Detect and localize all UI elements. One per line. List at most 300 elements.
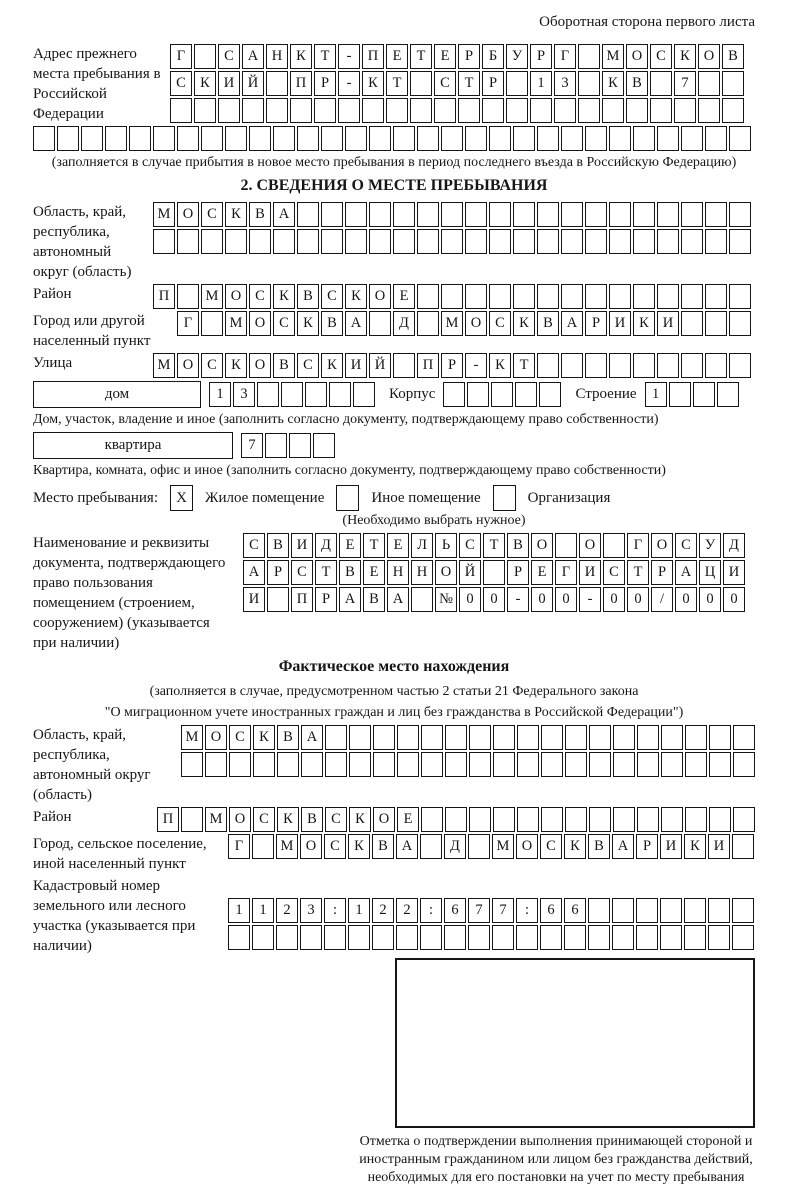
char-box[interactable] — [613, 807, 635, 832]
char-box[interactable] — [685, 752, 707, 777]
char-box[interactable] — [513, 284, 535, 309]
char-box[interactable] — [733, 725, 755, 750]
char-box[interactable]: Р — [507, 560, 529, 585]
char-box[interactable]: Н — [266, 44, 288, 69]
char-box[interactable]: В — [626, 71, 648, 96]
char-box[interactable]: Г — [170, 44, 192, 69]
char-box[interactable] — [225, 126, 247, 151]
char-box[interactable] — [732, 834, 754, 859]
char-box[interactable] — [257, 382, 279, 407]
char-box[interactable]: Е — [363, 560, 385, 585]
char-box[interactable]: К — [225, 202, 247, 227]
char-box[interactable]: О — [177, 202, 199, 227]
char-box[interactable]: 1 — [252, 898, 274, 923]
char-box[interactable]: Т — [363, 533, 385, 558]
char-box[interactable]: А — [345, 311, 367, 336]
char-box[interactable] — [411, 587, 433, 612]
char-box[interactable]: 0 — [723, 587, 745, 612]
char-box[interactable] — [300, 925, 322, 950]
char-box[interactable] — [585, 202, 607, 227]
char-box[interactable] — [669, 382, 691, 407]
char-box[interactable]: Е — [339, 533, 361, 558]
char-box[interactable]: К — [489, 353, 511, 378]
char-box[interactable] — [277, 752, 299, 777]
char-box[interactable] — [266, 98, 288, 123]
char-box[interactable]: 0 — [483, 587, 505, 612]
apartment-type-box[interactable]: квартира — [33, 432, 233, 459]
char-box[interactable]: С — [489, 311, 511, 336]
char-box[interactable] — [705, 311, 727, 336]
char-box[interactable]: С — [324, 834, 346, 859]
char-box[interactable]: М — [153, 353, 175, 378]
char-box[interactable]: С — [218, 44, 240, 69]
char-box[interactable] — [561, 284, 583, 309]
char-box[interactable]: - — [338, 71, 360, 96]
char-box[interactable] — [417, 284, 439, 309]
char-box[interactable] — [465, 202, 487, 227]
char-box[interactable]: Е — [386, 44, 408, 69]
char-box[interactable]: С — [170, 71, 192, 96]
char-box[interactable]: 3 — [233, 382, 255, 407]
char-box[interactable]: С — [675, 533, 697, 558]
confirmation-stamp-box[interactable] — [395, 958, 755, 1128]
char-box[interactable]: - — [579, 587, 601, 612]
char-box[interactable] — [181, 807, 203, 832]
char-box[interactable] — [555, 533, 577, 558]
char-box[interactable] — [273, 126, 295, 151]
char-box[interactable]: Р — [585, 311, 607, 336]
char-box[interactable] — [349, 725, 371, 750]
char-box[interactable]: И — [243, 587, 265, 612]
char-box[interactable]: В — [339, 560, 361, 585]
char-box[interactable] — [265, 433, 287, 458]
char-box[interactable] — [541, 807, 563, 832]
char-box[interactable]: М — [201, 284, 223, 309]
char-box[interactable] — [729, 126, 751, 151]
char-box[interactable] — [369, 311, 391, 336]
char-box[interactable] — [201, 311, 223, 336]
char-box[interactable]: Д — [393, 311, 415, 336]
char-box[interactable] — [229, 752, 251, 777]
char-box[interactable]: 7 — [468, 898, 490, 923]
char-box[interactable] — [329, 382, 351, 407]
char-box[interactable] — [273, 229, 295, 254]
char-box[interactable] — [489, 126, 511, 151]
char-box[interactable]: П — [362, 44, 384, 69]
char-box[interactable]: - — [465, 353, 487, 378]
char-box[interactable] — [537, 353, 559, 378]
char-box[interactable]: О — [531, 533, 553, 558]
char-box[interactable]: : — [420, 898, 442, 923]
char-box[interactable]: К — [349, 807, 371, 832]
char-box[interactable]: Е — [393, 284, 415, 309]
char-box[interactable]: Й — [242, 71, 264, 96]
char-box[interactable] — [585, 229, 607, 254]
char-box[interactable] — [369, 229, 391, 254]
char-box[interactable]: О — [225, 284, 247, 309]
char-box[interactable] — [443, 382, 465, 407]
char-box[interactable] — [153, 126, 175, 151]
char-box[interactable] — [537, 202, 559, 227]
char-box[interactable]: В — [537, 311, 559, 336]
char-box[interactable] — [177, 126, 199, 151]
char-box[interactable] — [578, 44, 600, 69]
char-box[interactable] — [170, 98, 192, 123]
char-box[interactable] — [393, 202, 415, 227]
char-box[interactable] — [468, 834, 490, 859]
char-box[interactable]: С — [201, 353, 223, 378]
char-box[interactable] — [657, 229, 679, 254]
char-box[interactable]: Е — [434, 44, 456, 69]
char-box[interactable] — [57, 126, 79, 151]
char-box[interactable]: К — [225, 353, 247, 378]
char-box[interactable]: И — [723, 560, 745, 585]
char-box[interactable]: Д — [444, 834, 466, 859]
char-box[interactable] — [393, 353, 415, 378]
char-box[interactable]: П — [291, 587, 313, 612]
char-box[interactable] — [515, 382, 537, 407]
char-box[interactable] — [492, 925, 514, 950]
char-box[interactable]: Т — [627, 560, 649, 585]
char-box[interactable] — [362, 98, 384, 123]
char-box[interactable] — [421, 807, 443, 832]
char-box[interactable] — [602, 98, 624, 123]
char-box[interactable]: Р — [267, 560, 289, 585]
char-box[interactable] — [516, 925, 538, 950]
char-box[interactable] — [637, 752, 659, 777]
char-box[interactable]: А — [387, 587, 409, 612]
char-box[interactable]: 6 — [564, 898, 586, 923]
char-box[interactable]: Т — [315, 560, 337, 585]
checkbox-organizatsiya[interactable] — [493, 485, 516, 511]
char-box[interactable]: А — [339, 587, 361, 612]
char-box[interactable] — [325, 725, 347, 750]
char-box[interactable] — [513, 126, 535, 151]
char-box[interactable]: 0 — [675, 587, 697, 612]
char-box[interactable] — [205, 752, 227, 777]
char-box[interactable] — [420, 834, 442, 859]
char-box[interactable] — [609, 284, 631, 309]
char-box[interactable] — [561, 229, 583, 254]
char-box[interactable] — [637, 725, 659, 750]
char-box[interactable]: К — [674, 44, 696, 69]
char-box[interactable]: 0 — [627, 587, 649, 612]
char-box[interactable] — [722, 71, 744, 96]
char-box[interactable]: 1 — [228, 898, 250, 923]
char-box[interactable] — [684, 898, 706, 923]
char-box[interactable] — [698, 98, 720, 123]
char-box[interactable] — [657, 126, 679, 151]
char-box[interactable]: 0 — [699, 587, 721, 612]
char-box[interactable]: Л — [411, 533, 433, 558]
char-box[interactable] — [633, 284, 655, 309]
char-box[interactable] — [565, 807, 587, 832]
char-box[interactable] — [589, 807, 611, 832]
char-box[interactable]: К — [684, 834, 706, 859]
char-box[interactable]: М — [153, 202, 175, 227]
char-box[interactable] — [321, 126, 343, 151]
char-box[interactable]: : — [324, 898, 346, 923]
char-box[interactable]: Ц — [699, 560, 721, 585]
char-box[interactable]: К — [290, 44, 312, 69]
char-box[interactable] — [489, 202, 511, 227]
char-box[interactable]: К — [297, 311, 319, 336]
char-box[interactable] — [491, 382, 513, 407]
char-box[interactable]: В — [277, 725, 299, 750]
char-box[interactable]: И — [218, 71, 240, 96]
char-box[interactable]: О — [369, 284, 391, 309]
char-box[interactable]: М — [441, 311, 463, 336]
char-box[interactable]: Р — [458, 44, 480, 69]
char-box[interactable] — [585, 284, 607, 309]
char-box[interactable] — [681, 202, 703, 227]
char-box[interactable] — [517, 725, 539, 750]
char-box[interactable] — [588, 925, 610, 950]
char-box[interactable]: И — [579, 560, 601, 585]
char-box[interactable]: С — [650, 44, 672, 69]
char-box[interactable] — [633, 202, 655, 227]
char-box[interactable] — [732, 925, 754, 950]
char-box[interactable]: 0 — [555, 587, 577, 612]
char-box[interactable]: Г — [627, 533, 649, 558]
char-box[interactable]: 6 — [540, 898, 562, 923]
char-box[interactable]: Р — [651, 560, 673, 585]
char-box[interactable]: В — [507, 533, 529, 558]
char-box[interactable]: У — [506, 44, 528, 69]
char-box[interactable] — [373, 752, 395, 777]
char-box[interactable] — [194, 44, 216, 69]
char-box[interactable]: Т — [386, 71, 408, 96]
char-box[interactable]: О — [435, 560, 457, 585]
char-box[interactable] — [540, 925, 562, 950]
char-box[interactable] — [397, 725, 419, 750]
char-box[interactable] — [434, 98, 456, 123]
char-box[interactable]: 3 — [300, 898, 322, 923]
char-box[interactable]: С — [273, 311, 295, 336]
char-box[interactable] — [708, 898, 730, 923]
char-box[interactable] — [33, 126, 55, 151]
char-box[interactable] — [417, 311, 439, 336]
char-box[interactable] — [417, 229, 439, 254]
char-box[interactable] — [537, 284, 559, 309]
char-box[interactable]: К — [633, 311, 655, 336]
char-box[interactable]: - — [338, 44, 360, 69]
char-box[interactable]: С — [243, 533, 265, 558]
char-box[interactable]: 1 — [209, 382, 231, 407]
char-box[interactable] — [321, 229, 343, 254]
char-box[interactable]: 0 — [459, 587, 481, 612]
char-box[interactable]: И — [657, 311, 679, 336]
char-box[interactable] — [417, 126, 439, 151]
char-box[interactable] — [684, 925, 706, 950]
char-box[interactable] — [410, 98, 432, 123]
char-box[interactable] — [693, 382, 715, 407]
char-box[interactable] — [674, 98, 696, 123]
char-box[interactable] — [253, 752, 275, 777]
char-box[interactable]: О — [205, 725, 227, 750]
char-box[interactable] — [660, 925, 682, 950]
char-box[interactable] — [266, 71, 288, 96]
char-box[interactable] — [348, 925, 370, 950]
char-box[interactable] — [530, 98, 552, 123]
char-box[interactable] — [554, 98, 576, 123]
char-box[interactable]: 0 — [531, 587, 553, 612]
char-box[interactable]: К — [321, 353, 343, 378]
char-box[interactable] — [506, 71, 528, 96]
char-box[interactable] — [469, 807, 491, 832]
char-box[interactable] — [276, 925, 298, 950]
char-box[interactable] — [297, 126, 319, 151]
char-box[interactable] — [709, 752, 731, 777]
char-box[interactable] — [603, 533, 625, 558]
char-box[interactable] — [338, 98, 360, 123]
char-box[interactable]: В — [301, 807, 323, 832]
char-box[interactable] — [349, 752, 371, 777]
char-box[interactable]: И — [609, 311, 631, 336]
char-box[interactable]: К — [348, 834, 370, 859]
char-box[interactable] — [561, 353, 583, 378]
char-box[interactable]: В — [363, 587, 385, 612]
char-box[interactable]: О — [626, 44, 648, 69]
char-box[interactable] — [732, 898, 754, 923]
char-box[interactable] — [705, 353, 727, 378]
char-box[interactable] — [441, 229, 463, 254]
char-box[interactable]: Ь — [435, 533, 457, 558]
char-box[interactable] — [626, 98, 648, 123]
char-box[interactable] — [445, 752, 467, 777]
char-box[interactable]: К — [513, 311, 535, 336]
char-box[interactable]: 0 — [603, 587, 625, 612]
char-box[interactable] — [637, 807, 659, 832]
char-box[interactable] — [441, 202, 463, 227]
char-box[interactable]: Н — [387, 560, 409, 585]
char-box[interactable]: Й — [459, 560, 481, 585]
char-box[interactable] — [444, 925, 466, 950]
char-box[interactable] — [345, 229, 367, 254]
char-box[interactable] — [541, 752, 563, 777]
char-box[interactable] — [393, 126, 415, 151]
char-box[interactable] — [729, 353, 751, 378]
char-box[interactable]: К — [273, 284, 295, 309]
char-box[interactable]: № — [435, 587, 457, 612]
char-box[interactable] — [537, 126, 559, 151]
char-box[interactable]: Т — [458, 71, 480, 96]
char-box[interactable] — [661, 807, 683, 832]
char-box[interactable]: 7 — [492, 898, 514, 923]
char-box[interactable]: С — [321, 284, 343, 309]
char-box[interactable] — [609, 126, 631, 151]
char-box[interactable] — [705, 202, 727, 227]
char-box[interactable] — [441, 284, 463, 309]
char-box[interactable]: Д — [723, 533, 745, 558]
char-box[interactable] — [537, 229, 559, 254]
char-box[interactable] — [194, 98, 216, 123]
char-box[interactable]: Г — [554, 44, 576, 69]
char-box[interactable] — [465, 126, 487, 151]
char-box[interactable] — [541, 725, 563, 750]
char-box[interactable]: О — [229, 807, 251, 832]
char-box[interactable]: М — [276, 834, 298, 859]
char-box[interactable] — [201, 229, 223, 254]
char-box[interactable] — [729, 311, 751, 336]
char-box[interactable] — [324, 925, 346, 950]
char-box[interactable] — [585, 353, 607, 378]
char-box[interactable] — [249, 229, 271, 254]
char-box[interactable]: Е — [397, 807, 419, 832]
char-box[interactable] — [561, 202, 583, 227]
char-box[interactable] — [589, 752, 611, 777]
char-box[interactable] — [681, 353, 703, 378]
char-box[interactable]: Р — [441, 353, 463, 378]
char-box[interactable]: С — [434, 71, 456, 96]
char-box[interactable] — [393, 229, 415, 254]
char-box[interactable] — [297, 202, 319, 227]
char-box[interactable] — [708, 925, 730, 950]
char-box[interactable]: 2 — [372, 898, 394, 923]
char-box[interactable] — [469, 752, 491, 777]
char-box[interactable] — [513, 229, 535, 254]
char-box[interactable] — [685, 807, 707, 832]
char-box[interactable] — [493, 725, 515, 750]
char-box[interactable]: А — [561, 311, 583, 336]
char-box[interactable] — [661, 752, 683, 777]
char-box[interactable] — [657, 284, 679, 309]
char-box[interactable] — [242, 98, 264, 123]
char-box[interactable] — [267, 587, 289, 612]
char-box[interactable]: - — [507, 587, 529, 612]
char-box[interactable]: К — [253, 725, 275, 750]
char-box[interactable]: В — [267, 533, 289, 558]
char-box[interactable] — [489, 229, 511, 254]
char-box[interactable]: 7 — [674, 71, 696, 96]
char-box[interactable] — [301, 752, 323, 777]
char-box[interactable]: О — [465, 311, 487, 336]
char-box[interactable] — [493, 807, 515, 832]
char-box[interactable]: 1 — [348, 898, 370, 923]
char-box[interactable] — [709, 807, 731, 832]
char-box[interactable] — [633, 229, 655, 254]
char-box[interactable]: Б — [482, 44, 504, 69]
char-box[interactable]: М — [205, 807, 227, 832]
char-box[interactable]: Р — [482, 71, 504, 96]
char-box[interactable]: О — [373, 807, 395, 832]
char-box[interactable]: Г — [177, 311, 199, 336]
char-box[interactable]: Н — [411, 560, 433, 585]
char-box[interactable] — [228, 925, 250, 950]
char-box[interactable]: К — [194, 71, 216, 96]
char-box[interactable]: С — [459, 533, 481, 558]
char-box[interactable]: О — [177, 353, 199, 378]
char-box[interactable] — [369, 126, 391, 151]
char-box[interactable] — [289, 433, 311, 458]
char-box[interactable] — [321, 202, 343, 227]
char-box[interactable]: К — [602, 71, 624, 96]
char-box[interactable]: О — [249, 353, 271, 378]
char-box[interactable]: / — [651, 587, 673, 612]
char-box[interactable] — [441, 126, 463, 151]
char-box[interactable]: А — [612, 834, 634, 859]
char-box[interactable] — [373, 725, 395, 750]
char-box[interactable] — [105, 126, 127, 151]
char-box[interactable] — [609, 229, 631, 254]
char-box[interactable]: Т — [314, 44, 336, 69]
char-box[interactable] — [181, 752, 203, 777]
char-box[interactable]: : — [516, 898, 538, 923]
char-box[interactable] — [565, 752, 587, 777]
char-box[interactable] — [589, 725, 611, 750]
char-box[interactable] — [733, 752, 755, 777]
char-box[interactable]: А — [242, 44, 264, 69]
